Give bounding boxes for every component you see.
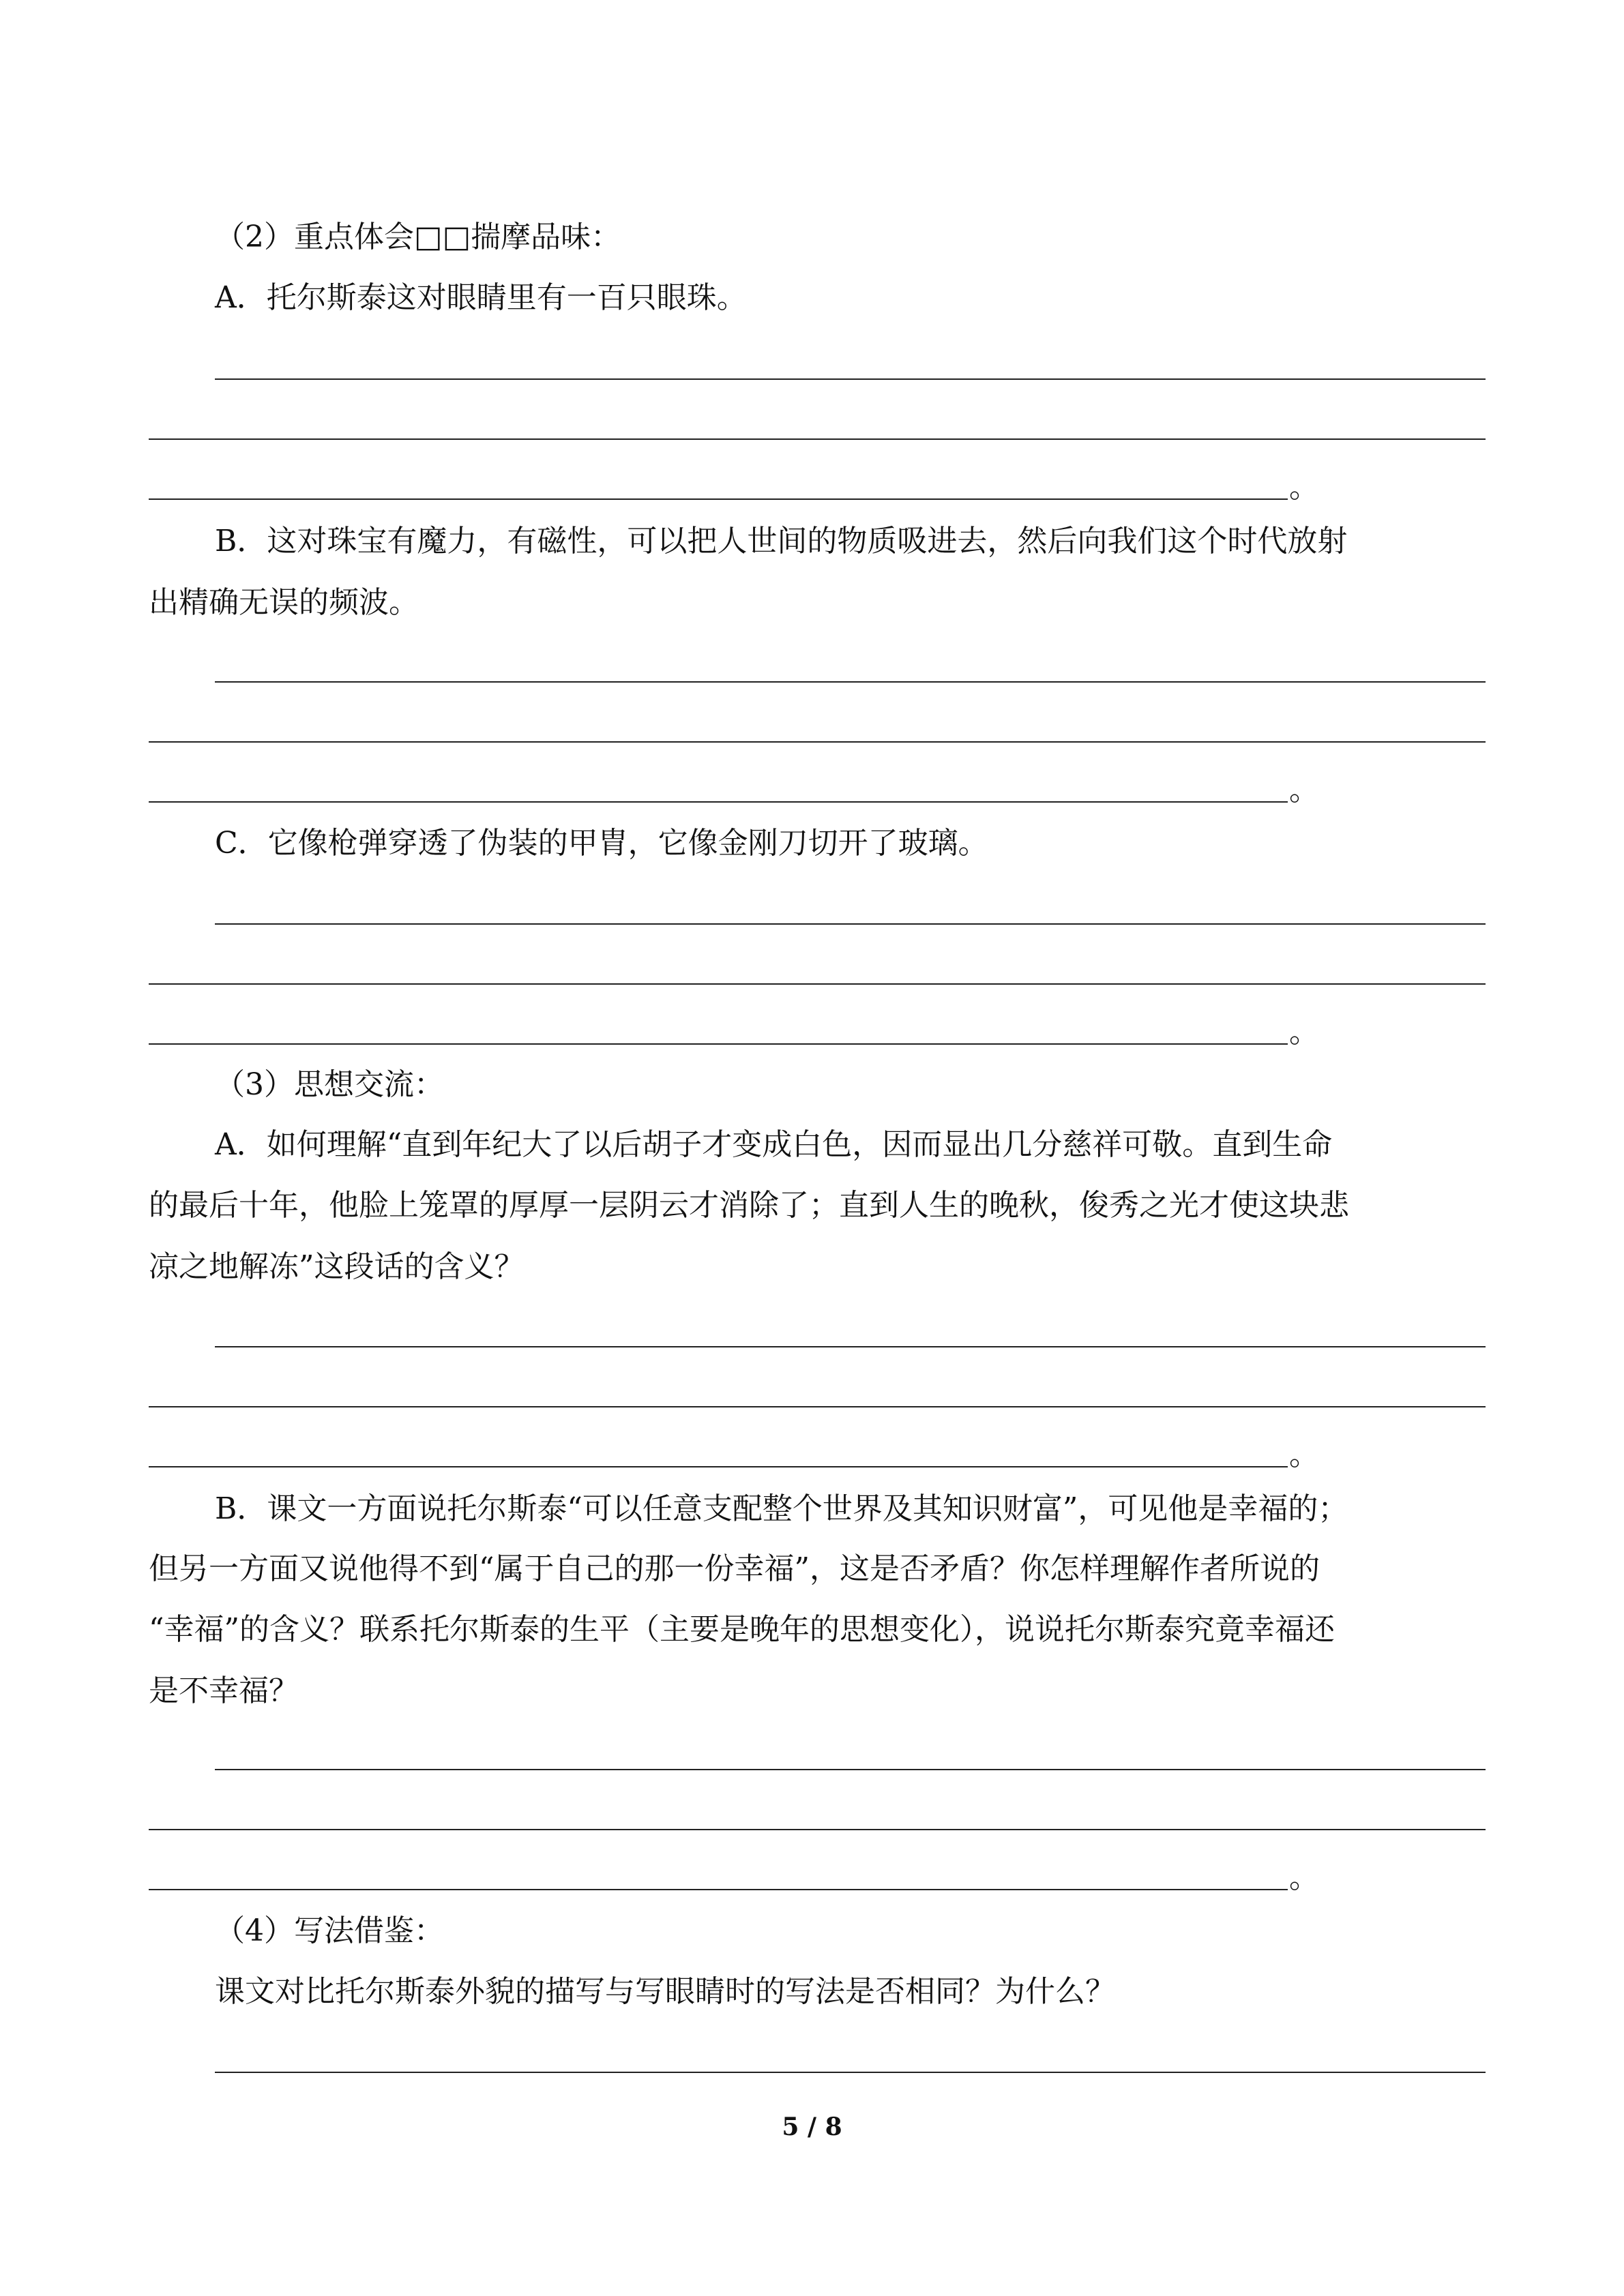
answer-line-2b-1[interactable] (215, 681, 1486, 683)
answer-line-2a-2[interactable] (149, 438, 1486, 440)
answer-line-3b-2[interactable] (149, 1829, 1486, 1830)
answer-end-mark: 。 (1289, 1437, 1319, 1472)
section-2-heading: （2）重点体会□□揣摩品味： (215, 220, 621, 254)
question-4: 课文对比托尔斯泰外貌的描写与写眼睛时的写法是否相同？为什么？ (215, 1974, 1115, 2009)
answer-line-3a-3[interactable] (149, 1466, 1288, 1467)
question-3a-line-1: A．如何理解“直到年纪大了以后胡子才变成白色，因而显出几分慈祥可敬。直到生命 (215, 1127, 1333, 1162)
question-3b-line-1: B．课文一方面说托尔斯泰“可以任意支配整个世界及其知识财富”，可见他是幸福的； (215, 1491, 1348, 1526)
answer-line-2c-2[interactable] (149, 983, 1486, 985)
question-3a-line-2: 的最后十年，他脸上笼罩的厚厚一层阴云才消除了；直到人生的晚秋，俊秀之光才使这块悲 (149, 1188, 1349, 1223)
answer-line-2a-1[interactable] (215, 378, 1486, 380)
answer-end-mark: 。 (1289, 1860, 1319, 1895)
answer-line-3b-3[interactable] (149, 1889, 1288, 1890)
question-3b-line-2: 但另一方面又说他得不到“属于自己的那一份幸福”，这是否矛盾？你怎样理解作者所说的 (149, 1551, 1320, 1586)
question-3b-line-4: 是不幸福？ (149, 1673, 299, 1708)
question-3a-line-3: 凉之地解冻”这段话的含义？ (149, 1249, 525, 1284)
answer-line-2c-3[interactable] (149, 1043, 1288, 1045)
section-4-heading: （4）写法借鉴： (215, 1913, 444, 1948)
answer-line-3a-2[interactable] (149, 1406, 1486, 1407)
answer-line-3b-1[interactable] (215, 1769, 1486, 1770)
page-number: 5 / 8 (782, 2113, 842, 2141)
question-2c: C．它像枪弹穿透了伪装的甲胄，它像金刚刀切开了玻璃。 (215, 826, 988, 861)
question-2b-line-1: B．这对珠宝有魔力，有磁性，可以把人世间的物质吸进去，然后向我们这个时代放射 (215, 524, 1348, 558)
answer-line-3a-1[interactable] (215, 1346, 1486, 1347)
answer-end-mark: 。 (1289, 470, 1319, 505)
section-3-heading: （3）思想交流： (215, 1067, 444, 1102)
question-3b-line-3: “幸福”的含义？联系托尔斯泰的生平（主要是晚年的思想变化），说说托尔斯泰究竟幸福还 (149, 1612, 1335, 1647)
answer-line-2a-3[interactable] (149, 498, 1288, 500)
question-2a: A．托尔斯泰这对眼睛里有一百只眼珠。 (215, 280, 747, 315)
question-2b-line-2: 出精确无误的频波。 (149, 585, 419, 620)
answer-line-2b-3[interactable] (149, 801, 1288, 803)
answer-line-2c-1[interactable] (215, 923, 1486, 925)
answer-end-mark: 。 (1289, 773, 1319, 807)
answer-line-2b-2[interactable] (149, 741, 1486, 743)
answer-line-4-1[interactable] (215, 2072, 1486, 2073)
answer-end-mark: 。 (1289, 1015, 1319, 1049)
